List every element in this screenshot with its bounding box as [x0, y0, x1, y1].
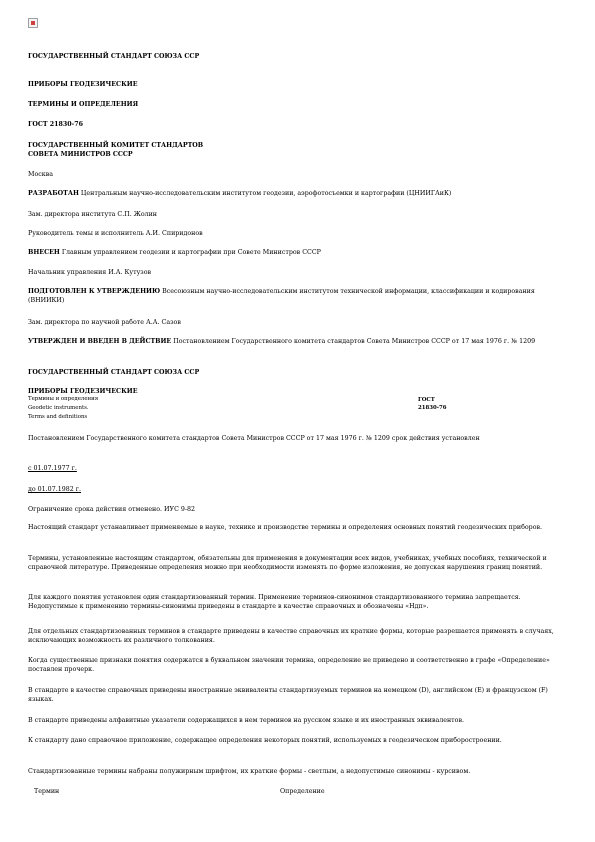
title-block-name-ru: ПРИБОРЫ ГЕОДЕЗИЧЕСКИЕ	[28, 388, 138, 395]
approved-text: Постановлением Государственного комитета стандартов Совета Министров СССР от 17 мая 1976 г. № 1209	[173, 338, 536, 345]
document-title: ПРИБОРЫ ГЕОДЕЗИЧЕСКИЕ	[28, 81, 138, 88]
paragraph-9: Стандартизованные термины набраны полужирным шрифтом, их краткие формы - светлым, а недопустимые синонимы - курсивом.	[28, 768, 471, 775]
date-to: до 01.07.1982 г.	[28, 486, 82, 493]
gost-number: ГОСТ 21830-76	[28, 121, 84, 128]
committee-line-2: СОВЕТА МИНИСТРОВ СССР	[28, 151, 133, 158]
team-leader: Руководитель темы и исполнитель А.И. Спиридонов	[28, 230, 203, 237]
title-block-gost-number: 21830-76	[418, 405, 447, 411]
paragraph-6: В стандарте в качестве справочных приведены иностранные эквиваленты стандартизуемых терминов на немецком (D), английском (E) и французском (F) языках.	[28, 687, 548, 703]
paragraph-8: К стандарту дано справочное приложение, содержащее определения некоторых понятий, используемых в геодезическом приборостроении.	[28, 737, 502, 744]
document-subtitle: ТЕРМИНЫ И ОПРЕДЕЛЕНИЯ	[28, 101, 139, 108]
title-block-terms-en: Terms and definitions	[28, 414, 88, 420]
department-head: Начальник управления И.А. Кутузов	[28, 269, 152, 276]
paragraph-7: В стандарте приведены алфавитные указатели содержащихся в нем терминов на русском языке и их иностранных эквивалентов.	[28, 717, 464, 724]
developed-text: Центральным научно-исследовательским институтом геодезии, аэрофотосъемки и картографии (ЦНИИГАиК)	[80, 190, 452, 197]
table-header-term: Термин	[34, 788, 60, 795]
city: Москва	[28, 171, 53, 178]
prepared-text: Всесоюзным научно-исследовательским институтом технической информации, классификации и кодирования (ВНИИКИ)	[28, 288, 535, 304]
paragraph-4: Для отдельных стандартизованных терминов в стандарте приведены в качестве справочных их краткие формы, которые разрешается применять в случаях, исключающих возможность их различного толкования.	[28, 628, 554, 644]
paragraph-3: Для каждого понятия установлен один стандартизованный термин. Применение терминов-синонимов стандартизованного термина запрещается. Недопустимые к применению термины-синонимы приведены в стандарте в качестве справочных и обозначены «Ндп».	[28, 594, 521, 610]
developed-label: РАЗРАБОТАН	[28, 190, 79, 197]
paragraph-1: Настоящий стандарт устанавливает применяемые в науке, технике и производстве термины и определения основных понятий геодезических приборов.	[28, 524, 543, 531]
limit-removed: Ограничение срока действия отменено. ИУС 9-82	[28, 506, 196, 513]
date-from: с 01.07.1977 г.	[28, 465, 77, 472]
paragraph-5: Когда существенные признаки понятия содержатся в буквальном значении термина, определение не приведено и соответственно в графе «Определение» поставлен прочерк.	[28, 657, 550, 673]
committee-line-1: ГОСУДАРСТВЕННЫЙ КОМИТЕТ СТАНДАРТОВ	[28, 142, 204, 149]
title-block-terms-ru: Термины и определения	[28, 396, 99, 402]
introduced-line	[28, 248, 568, 257]
prepared-label: ПОДГОТОВЛЕН К УТВЕРЖДЕНИЮ	[28, 288, 161, 295]
approved-line	[28, 337, 568, 346]
title-block-name-en: Geodetic instruments.	[28, 405, 89, 411]
standard-heading: ГОСУДАРСТВЕННЫЙ СТАНДАРТ СОЮЗА ССР	[28, 53, 200, 60]
deputy-director: Зам. директора института С.П. Жолин	[28, 211, 158, 218]
prepared-line	[28, 287, 568, 305]
developed-line	[28, 189, 568, 198]
introduced-text: Главным управлением геодезии и картографии при Совете Министров СССР	[61, 249, 321, 256]
decree-text: Постановлением Государственного комитета стандартов Совета Министров СССР от 17 мая 1976 г. № 1209 срок действия установлен	[28, 435, 480, 442]
title-block-gost-label: ГОСТ	[418, 397, 435, 403]
introduced-label: ВНЕСЕН	[28, 249, 60, 256]
paragraph-2: Термины, установленные настоящим стандартом, обязательны для применения в документации всех видов, учебниках, учебных пособиях, технической и справочной литературе. Приведенные определения можно при необходимости изменять по форме изложения, не допуская нарушения границ понятий.	[28, 555, 547, 571]
table-header-definition: Определение	[280, 788, 325, 795]
approved-label: УТВЕРЖДЕН И ВВЕДЕН В ДЕЙСТВИЕ	[28, 338, 172, 345]
deputy-science: Зам. директора по научной работе А.А. Сазов	[28, 319, 181, 326]
broken-image-icon	[28, 18, 38, 28]
title-block-standard: ГОСУДАРСТВЕННЫЙ СТАНДАРТ СОЮЗА ССР	[28, 369, 200, 376]
